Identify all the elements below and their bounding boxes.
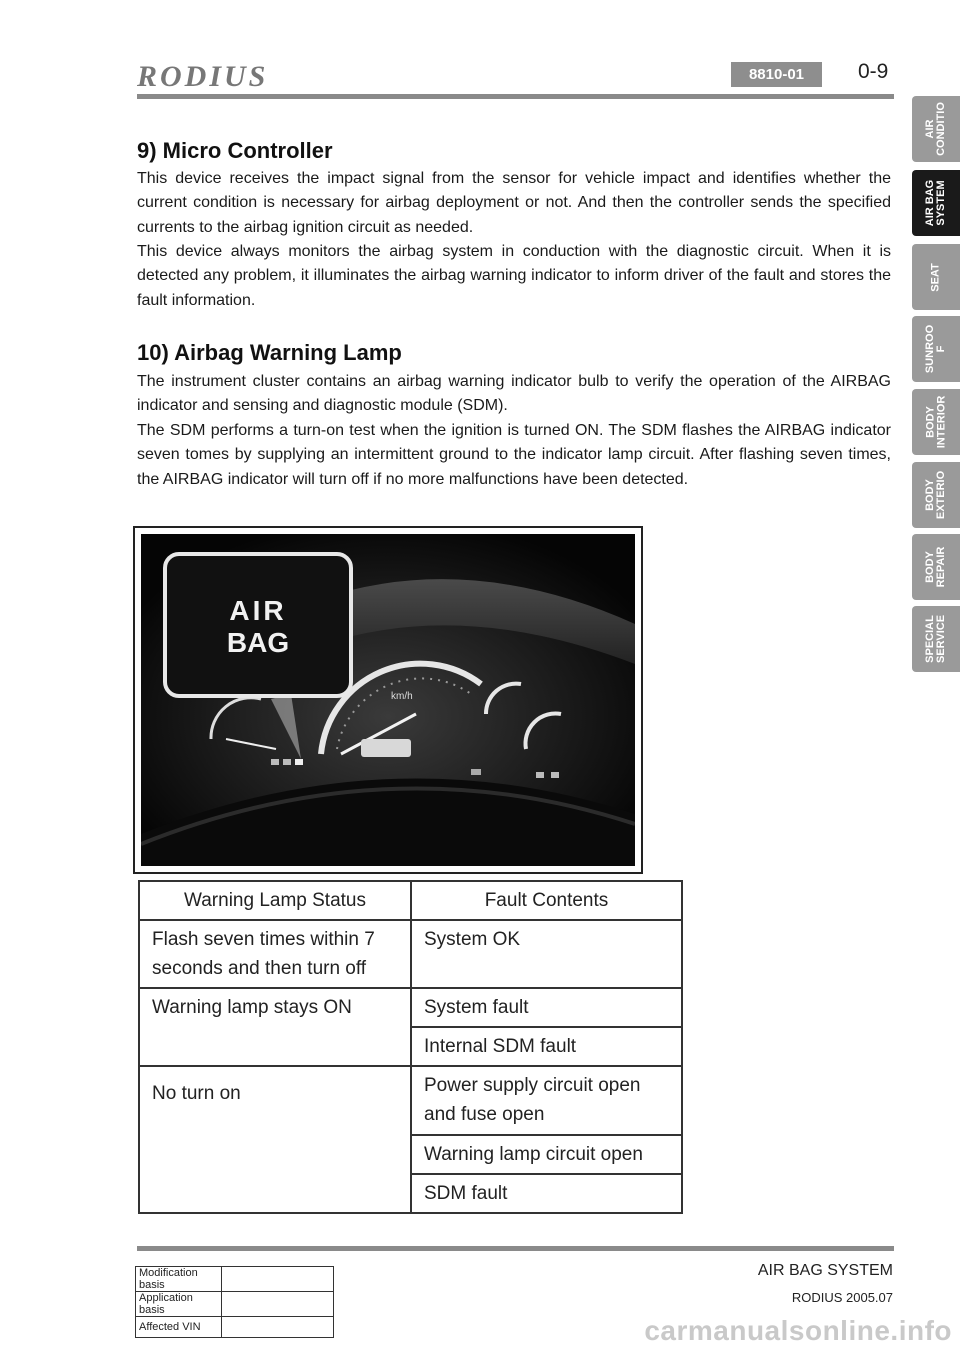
fault-table xyxy=(138,880,683,1214)
cluster-illustration xyxy=(141,534,635,866)
tab-body-repair[interactable]: BODY REPAIR xyxy=(912,534,960,600)
table-cell-fault: Power supply circuit open and fuse open xyxy=(411,1066,682,1135)
basis-label: Modification basis xyxy=(136,1267,222,1292)
callout-text-line-1: AIR xyxy=(229,595,287,626)
section-10-paragraph-1: The instrument cluster contains an airbag warning indicator bulb to verify the operation of the AIRBAG indicator and sensing and diagnostic module (SDM). xyxy=(137,373,891,415)
section-code-badge: 8810-01 xyxy=(731,62,822,87)
basis-label: Affected VIN xyxy=(136,1317,222,1338)
basis-value xyxy=(222,1267,334,1292)
revision-basis-table xyxy=(135,1266,334,1338)
brand-logo: RODIUS xyxy=(137,60,269,93)
footer-section-title: AIR BAG SYSTEM xyxy=(757,1262,893,1279)
table-cell-status: Warning lamp stays ON xyxy=(139,988,411,1066)
table-cell-fault: System OK xyxy=(411,920,682,988)
table-cell-status: No turn on xyxy=(139,1066,411,1213)
watermark: carmanualsonline.info xyxy=(644,1315,952,1346)
table-cell-fault: System fault xyxy=(411,988,682,1027)
footer-divider xyxy=(137,1246,894,1251)
footer-edition: RODIUS 2005.07 xyxy=(791,1290,893,1305)
basis-value xyxy=(222,1317,334,1338)
instrument-cluster-photo xyxy=(133,526,643,874)
tab-special-service[interactable]: SPECIAL SERVICE xyxy=(912,606,960,672)
table-cell-fault: SDM fault xyxy=(411,1174,682,1213)
airbag-indicator xyxy=(295,759,303,765)
basis-label: Application basis xyxy=(136,1292,222,1317)
section-9-title: 9) Micro Controller xyxy=(137,138,333,163)
tab-sunroof[interactable]: SUNROO F xyxy=(912,316,960,382)
tab-air-conditioning[interactable]: AIR CONDITIO xyxy=(912,96,960,162)
section-9-paragraph-2: This device always monitors the airbag system in conduction with the diagnostic circuit. When it is detected any problem, it illuminates the airbag warning indicator to inform driver of the fault and stores the fault information. xyxy=(137,243,891,309)
basis-value xyxy=(222,1292,334,1317)
section-10-paragraph-2: The SDM performs a turn-on test when the ignition is turned ON. The SDM flashes the AIRBAG indicator seven tomes by supplying an intermittent ground to the indicator lamp circuit. After flashing seven times, the AIRBAG indicator will turn off if no more malfunctions have been detected. xyxy=(137,422,891,488)
tab-body-exterior[interactable]: BODY EXTERIO xyxy=(912,462,960,528)
tab-body-interior[interactable]: BODY INTERIOR xyxy=(912,389,960,455)
table-header-fault: Fault Contents xyxy=(411,881,682,920)
tab-air-bag-system[interactable]: AIR BAG SYSTEM xyxy=(912,170,960,236)
page-number: 0-9 xyxy=(858,60,889,83)
table-cell-fault: Warning lamp circuit open xyxy=(411,1135,682,1174)
callout-text-line-2: BAG xyxy=(226,627,290,658)
odometer-display xyxy=(361,739,411,757)
section-10-title: 10) Airbag Warning Lamp xyxy=(137,340,402,365)
section-9-paragraph-1: This device receives the impact signal from the sensor for vehicle impact and identifies whether the current condition is necessary for airbag deployment or not. And then the controller sends the specified currents to the airbag ignition circuit as needed. xyxy=(137,170,891,236)
table-cell-fault: Internal SDM fault xyxy=(411,1027,682,1066)
speedo-unit-label: km/h xyxy=(391,691,413,702)
table-cell-status: Flash seven times within 7 seconds and then turn off xyxy=(139,920,411,988)
table-header-status: Warning Lamp Status xyxy=(139,881,411,920)
tab-seat[interactable]: SEAT xyxy=(912,244,960,310)
header-divider xyxy=(137,94,894,99)
